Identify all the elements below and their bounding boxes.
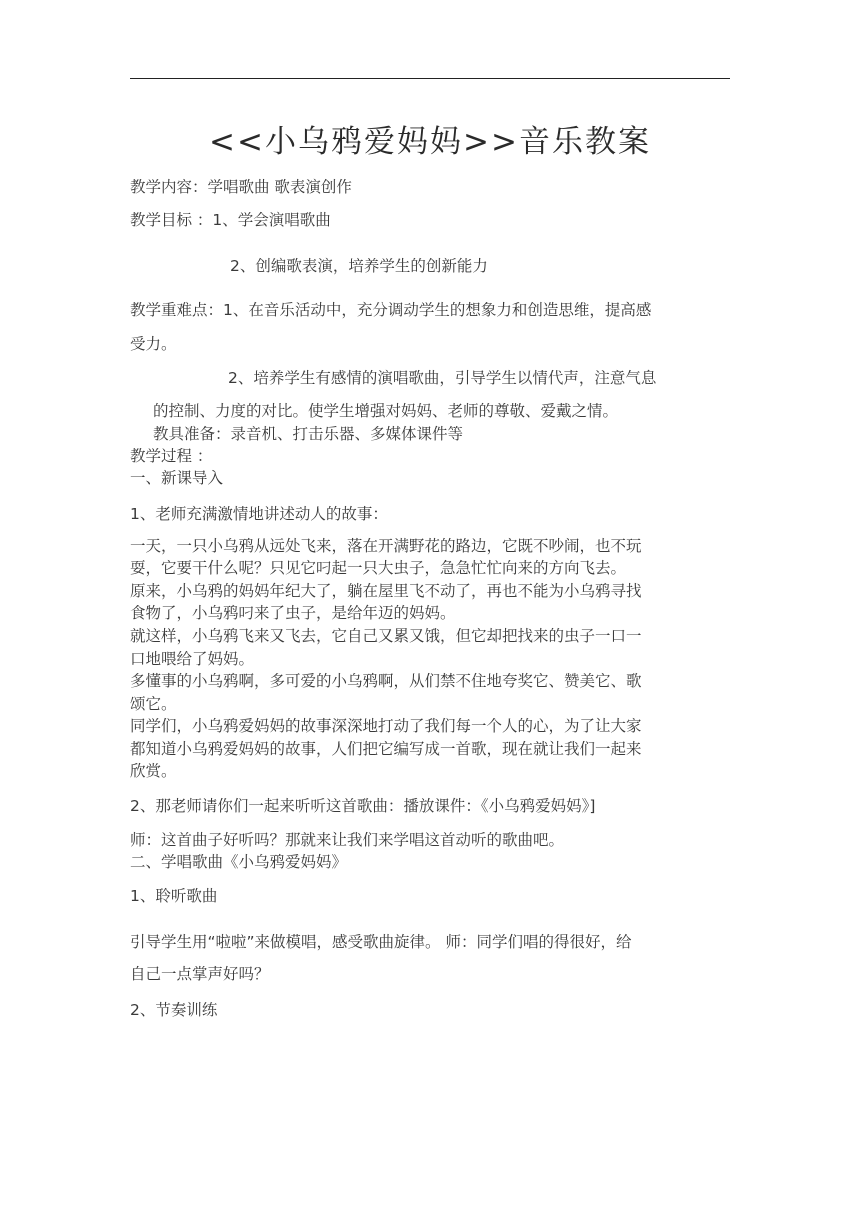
difficulty-1-line-b: 受力。 [130,335,177,353]
header-rule [130,78,730,79]
teaching-prep: 教具准备：录音机、打击乐器、多媒体课件等 [153,425,464,443]
story-line: 同学们，小乌鸦爱妈妈的故事深深地打动了我们每一个人的心，为了让大家 [130,717,642,735]
story-line: 多懂事的小乌鸦啊，多可爱的小乌鸦啊，从们禁不住地夸奖它、赞美它、歌 [130,672,642,690]
section-heading-1: 一、新课导入 [130,469,224,487]
teacher-line: 师：这首曲子好听吗？那就来让我们来学唱这首动听的歌曲吧。 [130,831,565,849]
step-2-2: 2、节奏训练 [130,1001,218,1019]
guide-line-b: 自己一点掌声好吗？ [130,965,270,983]
teaching-content: 教学内容：学唱歌曲 歌表演创作 [130,178,352,196]
story-line: 欣赏。 [130,762,177,780]
step-1-1: 1、老师充满激情地讲述动人的故事： [130,505,388,523]
difficulty-1-line-a: 教学重难点：1、在音乐活动中，充分调动学生的想象力和创造思维，提高感 [130,301,652,319]
section-heading-2: 二、学唱歌曲《小乌鸦爱妈妈》 [130,853,348,871]
page-title: <<小乌鸦爱妈妈>>音乐教案 [209,124,651,160]
guide-line-a: 引导学生用“啦啦”来做模唱，感受歌曲旋律。 师：同学们唱的得很好，给 [130,933,632,951]
story-line: 就这样，小乌鸦飞来又飞去，它自己又累又饿，但它却把找来的虫子一口一 [130,627,642,645]
teaching-process: 教学过程 ： [130,447,213,465]
story-line: 都知道小乌鸦爱妈妈的故事，人们把它编写成一首歌，现在就让我们一起来 [130,740,642,758]
teaching-goal-1: 教学目标 ：1、学会演唱歌曲 [130,211,331,229]
story-line: 一天，一只小乌鸦从远处飞来，落在开满野花的路边，它既不吵闹，也不玩 [130,537,642,555]
story-line: 原来，小乌鸦的妈妈年纪大了，躺在屋里飞不动了，再也不能为小乌鸦寻找 [130,582,642,600]
step-1-2: 2、那老师请你们一起来听听这首歌曲：播放课件：《小乌鸦爱妈妈》] [130,797,596,815]
story-line: 口地喂给了妈妈。 [130,650,255,668]
story-line: 耍，它要干什么呢？只见它叼起一只大虫子，急急忙忙向来的方向飞去。 [130,559,627,577]
teaching-goal-2: 2、创编歌表演，培养学生的创新能力 [230,257,488,275]
story-line: 颂它。 [130,695,177,713]
difficulty-2-line-b: 的控制、力度的对比。使学生增强对妈妈、老师的尊敬、爱戴之情。 [153,402,619,420]
difficulty-2-line-a: 2、培养学生有感情的演唱歌曲，引导学生以情代声，注意气息 [228,369,657,387]
step-2-1: 1、聆听歌曲 [130,887,218,905]
story-line: 食物了，小乌鸦叼来了虫子，是给年迈的妈妈。 [130,604,456,622]
